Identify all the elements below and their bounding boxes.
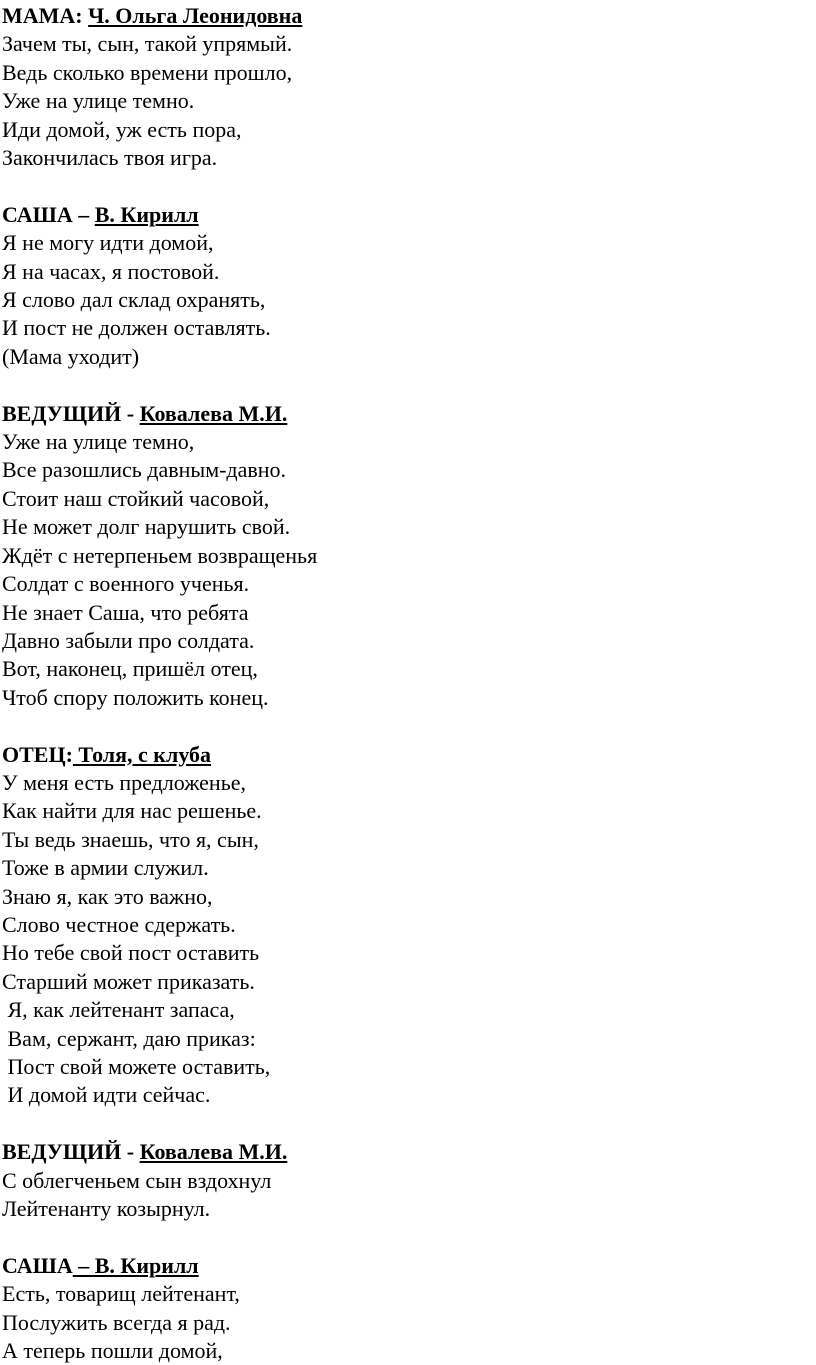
speaker-heading xyxy=(2,1252,816,1280)
verse-line: С облегченьем сын вздохнул xyxy=(2,1167,272,1193)
verse-line: Ждёт с нетерпеньем возвращенья xyxy=(2,542,318,568)
verse-line: Иди домой, уж есть пора, xyxy=(2,116,242,142)
scene-block-sasha xyxy=(2,201,816,371)
performer-name: – В. Кирилл xyxy=(72,1252,199,1278)
verse-line: Знаю я, как это важно, xyxy=(2,883,213,909)
stage-direction: (Мама уходит) xyxy=(2,343,140,369)
verse-line: Давно забыли про солдата. xyxy=(2,627,255,653)
speaker-name: ОТЕЦ: xyxy=(2,741,73,767)
verse-line: Слово честное сдержать. xyxy=(2,911,236,937)
verse-line: Я, как лейтенант запаса, xyxy=(2,997,235,1023)
verse-line: Есть, товарищ лейтенант, xyxy=(2,1281,240,1307)
verse-line: Вам, сержант, даю приказ: xyxy=(2,1025,256,1051)
verse-line: Чтоб спору положить конец. xyxy=(2,684,269,710)
performer-name: Ковалева М.И. xyxy=(139,400,288,426)
performer-name: Ч. Ольга Леонидовна xyxy=(88,3,303,28)
verse-line: Стоит наш стойкий часовой, xyxy=(2,485,270,511)
verse-line: Как найти для нас решенье. xyxy=(2,798,262,824)
verse-line: Все разошлись давным-давно. xyxy=(2,457,287,483)
performer-name: Ковалева М.И. xyxy=(139,1139,288,1165)
speaker-heading xyxy=(2,2,816,30)
speaker-heading xyxy=(2,201,816,229)
verse-line: У меня есть предложенье, xyxy=(2,769,246,795)
speaker-heading xyxy=(2,400,816,428)
verse-line: Закончилась твоя игра. xyxy=(2,145,218,171)
performer-name: Толя, с клуба xyxy=(72,741,212,767)
speaker-name: ВЕДУЩИЙ - xyxy=(2,400,140,426)
verse-line: Уже на улице темно. xyxy=(2,88,195,114)
speaker-heading xyxy=(2,741,816,769)
verse-line: Я на часах, я постовой. xyxy=(2,258,220,284)
verse-line: Зачем ты, сын, такой упрямый. xyxy=(2,31,293,57)
verse-line: Я слово дал склад охранять, xyxy=(2,287,266,313)
verse-line: Послужить всегда я рад. xyxy=(2,1309,231,1335)
verse-line: Но тебе свой пост оставить xyxy=(2,940,260,966)
verse-line: Старший может приказать. xyxy=(2,968,255,994)
verse-line: Я не могу идти домой, xyxy=(2,230,214,256)
speaker-name: САША – xyxy=(2,201,95,227)
verse-line: Солдат с военного ученья. xyxy=(2,571,250,597)
speaker-heading xyxy=(2,1138,816,1166)
verse-line: Ты ведь знаешь, что я, сын, xyxy=(2,826,259,852)
scene-block-father xyxy=(2,741,816,1110)
speaker-name: ВЕДУЩИЙ - xyxy=(2,1139,140,1165)
verse-line: Вот, наконец, пришёл отец, xyxy=(2,656,258,682)
verse-line: Тоже в армии служил. xyxy=(2,855,209,881)
verse-line: Не знает Саша, что ребята xyxy=(2,599,249,625)
verse-line: И пост не должен оставлять. xyxy=(2,315,271,341)
scene-block-sasha-2 xyxy=(2,1252,816,1365)
speaker-name: САША xyxy=(2,1252,73,1278)
speaker-name: МАМА: xyxy=(2,3,83,28)
verse-line: Не может долг нарушить свой. xyxy=(2,514,291,540)
verse-line: Ведь сколько времени прошло, xyxy=(2,59,293,85)
verse-line: Уже на улице темно, xyxy=(2,429,195,455)
scene-block-mama xyxy=(2,2,816,172)
verse-line: И домой идти сейчас. xyxy=(2,1082,211,1108)
scene-block-narrator-2 xyxy=(2,1138,816,1223)
verse-line: А теперь пошли домой, xyxy=(2,1338,223,1364)
scene-block-narrator xyxy=(2,400,816,712)
performer-name: В. Кирилл xyxy=(94,201,199,227)
verse-line: Лейтенанту козырнул. xyxy=(2,1196,211,1221)
verse-line: Пост свой можете оставить, xyxy=(2,1053,271,1079)
